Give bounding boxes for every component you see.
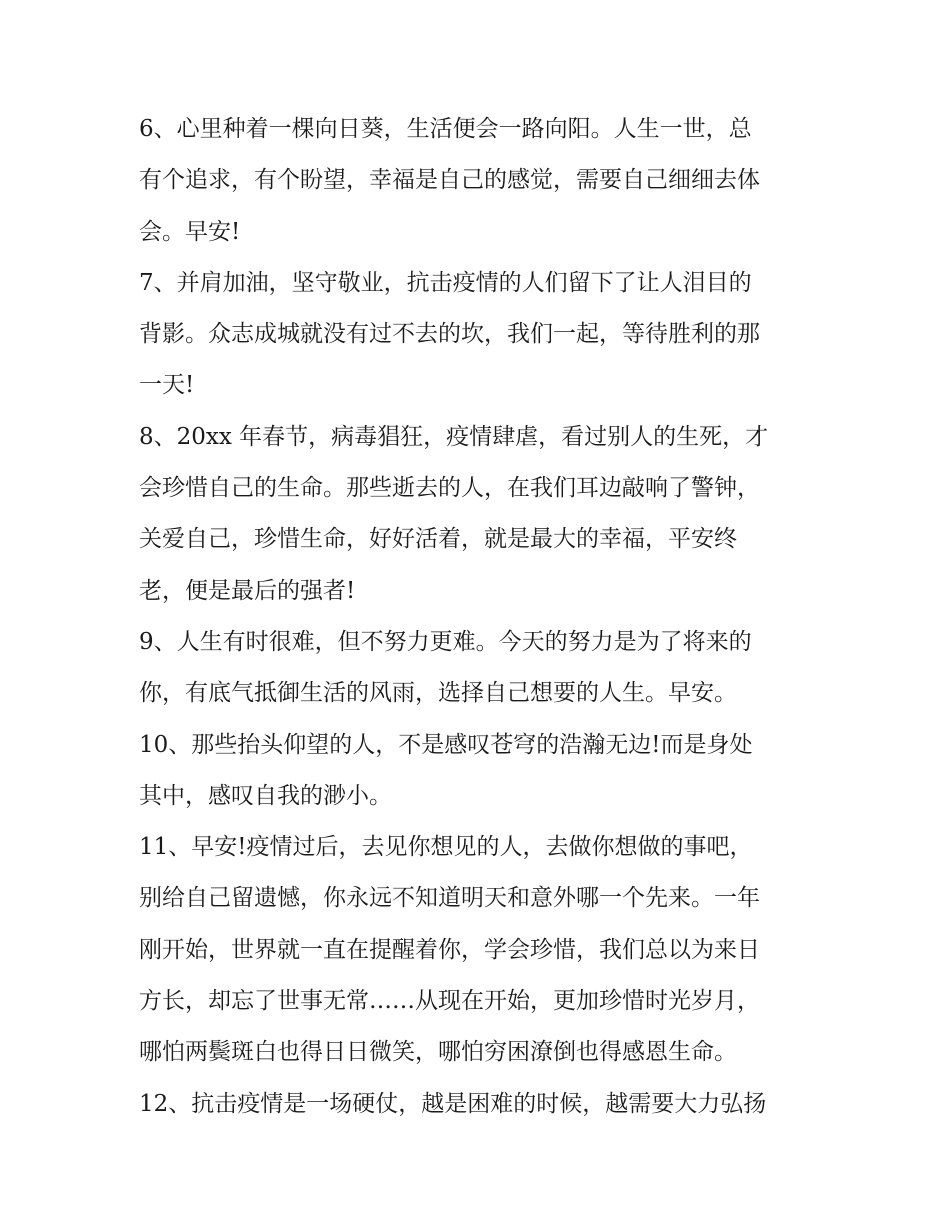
text-line: 老，便是最后的强者! (139, 577, 356, 604)
text-line: 9、人生有时很难，但不努力更难。今天的努力是为了将来的 (139, 628, 752, 655)
text-line: 背影。众志成城就没有过不去的坎，我们一起，等待胜利的那 (139, 321, 760, 348)
text-line: 关爱自己，珍惜生命，好好活着，就是最大的幸福，平安终 (139, 526, 737, 553)
text-line: 你，有底气抵御生活的风雨，选择自己想要的人生。早安。 (139, 680, 737, 707)
text-line: 有个追求，有个盼望，幸福是自己的感觉，需要自己细细去体 (139, 167, 760, 194)
paragraph-12 (139, 1079, 811, 1130)
text-line: 会。早安! (139, 218, 241, 245)
text-line: 8、20xx 年春节，病毒猖狂，疫情肆虐，看过别人的生死，才 (139, 423, 769, 450)
paragraph-8 (139, 412, 811, 617)
paragraph-10 (139, 720, 811, 823)
text-line: 10、那些抬头仰望的人，不是感叹苍穹的浩瀚无边!而是身处 (139, 731, 753, 758)
text-line: 哪怕两鬓斑白也得日日微笑，哪怕穷困潦倒也得感恩生命。 (139, 1039, 737, 1066)
text-line: 方长，却忘了世事无常……从现在开始，更加珍惜时光岁月， (139, 988, 760, 1015)
paragraph-7 (139, 258, 811, 412)
text-line: 其中，感叹自我的渺小。 (139, 782, 392, 809)
text-line: 会珍惜自己的生命。那些逝去的人，在我们耳边敲响了警钟， (139, 475, 760, 502)
text-line: 一天! (139, 372, 195, 399)
paragraph-11 (139, 822, 811, 1078)
text-line: 6、心里种着一棵向日葵，生活便会一路向阳。人生一世，总 (139, 116, 752, 142)
text-line: 刚开始，世界就一直在提醒着你，学会珍惜，我们总以为来日 (139, 936, 760, 963)
document-body (139, 104, 811, 1130)
text-line: 11、早安!疫情过后，去见你想见的人，去做你想做的事吧， (139, 834, 753, 861)
text-line: 别给自己留遗憾，你永远不知道明天和意外哪一个先来。一年 (139, 885, 760, 912)
text-line: 12、抗击疫情是一场硬仗，越是困难的时候，越需要大力弘扬 (139, 1090, 767, 1117)
paragraph-6 (139, 104, 811, 258)
paragraph-9 (139, 617, 811, 720)
text-line: 7、并肩加油，坚守敬业，抗击疫情的人们留下了让人泪目的 (139, 269, 752, 296)
